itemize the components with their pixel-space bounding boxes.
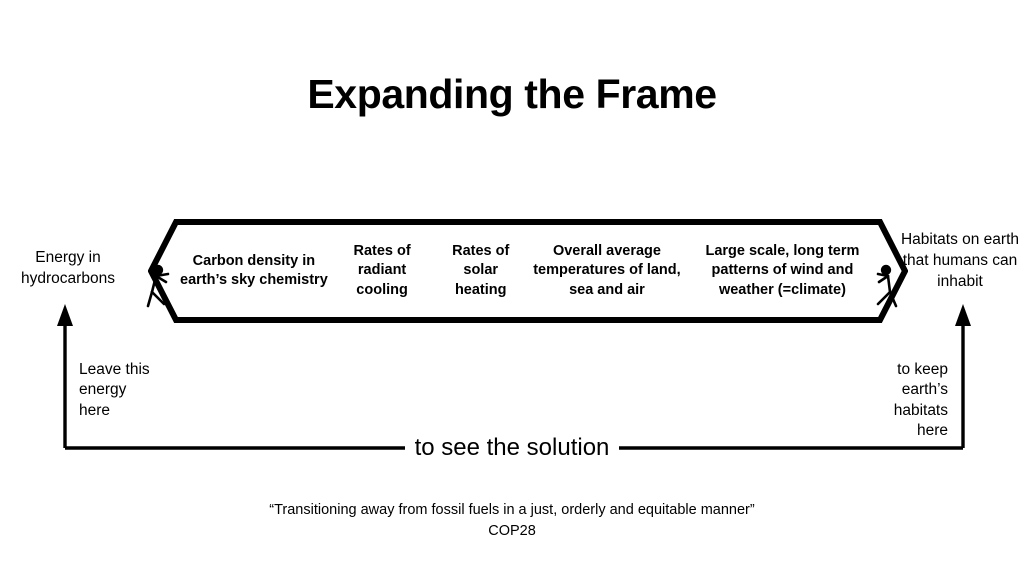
footer-quote	[0, 500, 1024, 542]
frame-cell-solar-heating: Rates of solar heating	[452, 242, 510, 298]
frame-cell-climate-patterns: Large scale, long term patterns of wind and weather (=climate)	[705, 242, 860, 298]
frame-cell-temperatures: Overall average temperatures of land, sea and air	[533, 242, 681, 298]
solution-text: to see the solution	[405, 434, 620, 461]
label-leave-this-energy-here: Leave this energy here	[79, 361, 150, 419]
label-keep-earths-habitats-here: to keep earth’s habitats here	[893, 361, 948, 440]
label-habitats-on-earth: Habitats on earth that humans can inhabit	[900, 231, 1020, 290]
footer-quote-text: “Transitioning away from fossil fuels in a just, orderly and equitable manner”	[269, 502, 755, 518]
arrowhead-left-icon	[57, 304, 73, 326]
footer-source-text: COP28	[488, 523, 536, 540]
label-to-see-the-solution	[0, 436, 1024, 460]
label-energy-in-hydrocarbons: Energy in hydrocarbons	[21, 249, 115, 287]
frame-cell-carbon-density: Carbon density in earth’s sky chemistry	[180, 252, 328, 288]
arrowhead-right-icon	[955, 304, 971, 326]
frame-cell-radiant-cooling: Rates of radiant cooling	[353, 242, 411, 298]
page-title: Expanding the Frame	[307, 71, 717, 117]
